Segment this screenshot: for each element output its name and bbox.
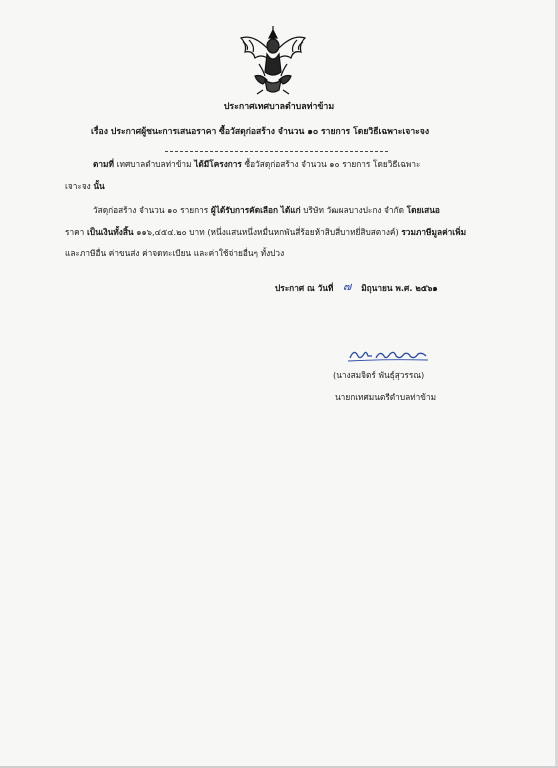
para2-amount: ๑๑๖,๔๕๔.๒๐ บาท (หนึ่งแสนหนึ่งหมื่นหกพันสี่ร้อยห้าสิบสี่บาทยี่สิบสตางค์): [136, 227, 399, 237]
para1-line2-end: นั้น: [93, 181, 105, 191]
signer-name: (นางสมจิตร์ พันธุ์สุวรรณ): [333, 370, 425, 380]
announce-date-line: [275, 282, 438, 294]
announce-prefix: ประกาศ ณ วันที่: [275, 283, 334, 293]
para1-line2: [65, 180, 105, 192]
handwritten-day-value: ๗: [343, 280, 352, 293]
para2-offer-label: โดยเสนอ: [406, 205, 440, 215]
para2-line2: [65, 226, 466, 238]
signature-image: [346, 344, 430, 364]
para2-total-label: เป็นเงินทั้งสิ้น: [86, 227, 134, 237]
para1-lead: ตามที่: [93, 159, 114, 169]
para2-got-label: ได้แก่: [280, 205, 301, 215]
org-title: ประกาศเทศบาลตำบลท่าข้าม: [223, 102, 335, 112]
para2-vat-label: รวมภาษีมูลค่าเพิ่ม: [401, 227, 467, 237]
subject-line: [91, 126, 429, 138]
dashed-divider: [165, 151, 388, 152]
para2-line1: [93, 204, 440, 216]
garuda-emblem-icon: [233, 24, 313, 96]
subject-text: ซื้อวัสดุก่อสร้าง จำนวน ๑๐ รายการ โดยวิธีเฉพาะเจาะจง: [219, 127, 430, 137]
announce-month-year: มิถุนายน พ.ศ. ๒๕๖๑: [361, 283, 438, 293]
para2-price-label: ราคา: [65, 227, 85, 237]
para2-winner-label: ผู้ได้รับการคัดเลือก: [210, 205, 279, 215]
para2-item: วัสดุก่อสร้าง จำนวน ๑๐ รายการ: [93, 205, 209, 215]
para1-line2-text: เจาะจง: [65, 181, 91, 191]
para1-line1: [93, 158, 421, 170]
signer-position: นายกเทศมนตรีตำบลท่าข้าม: [335, 392, 437, 402]
para1-project-text: ซื้อวัสดุก่อสร้าง จำนวน ๑๐ รายการ โดยวิธีเฉพาะ: [244, 159, 421, 169]
para2-company: บริษัท วัฒผลบางปะกง จำกัด: [303, 205, 404, 215]
para1-project-label: ได้มีโครงการ: [194, 159, 242, 169]
para2-line3: และภาษีอื่น ค่าขนส่ง ค่าจดทะเบียน และค่าใช้จ่ายอื่นๆ ทั้งปวง: [65, 248, 285, 258]
subject-label: เรื่อง ประกาศผู้ชนะการเสนอราคา: [91, 127, 217, 137]
handwritten-day: [341, 279, 355, 291]
para1-org: เทศบาลตำบลท่าข้าม: [116, 159, 192, 169]
